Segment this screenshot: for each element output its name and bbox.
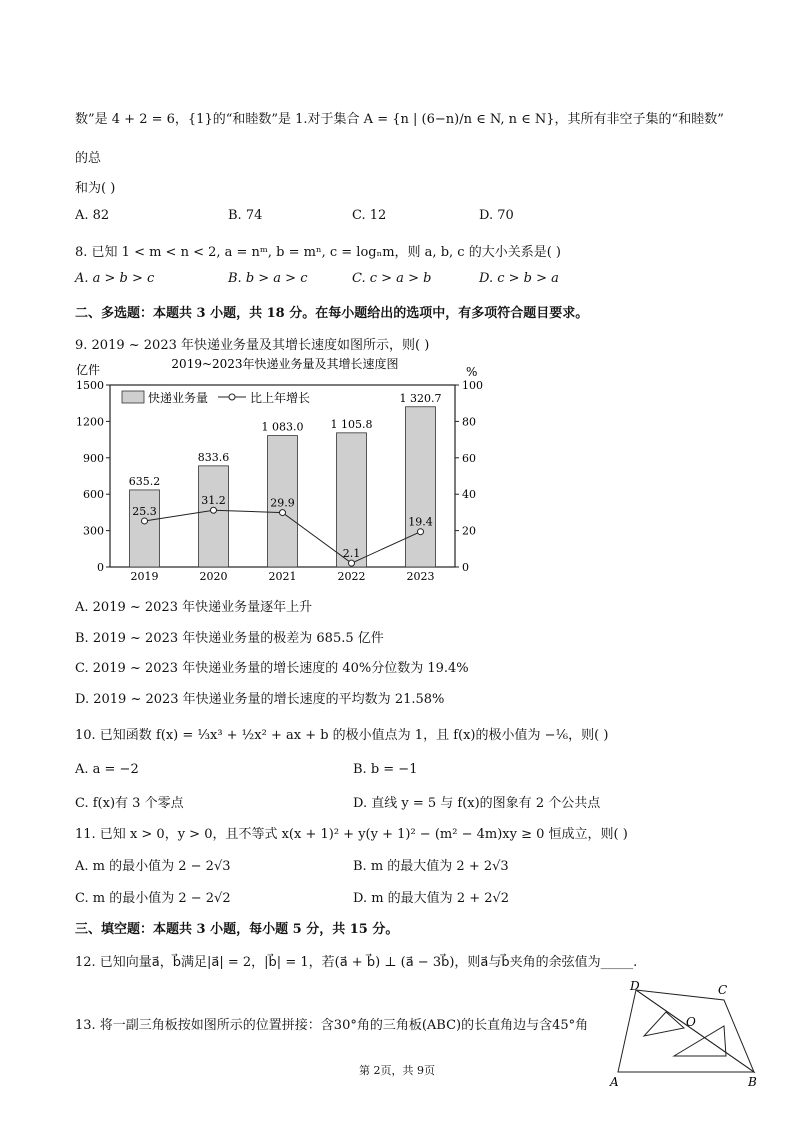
label-o: O: [686, 1015, 696, 1029]
y-tick-label: 1200: [76, 415, 104, 429]
q7-stem-line2: 的总: [75, 151, 102, 166]
q10-option-a: A. a = −2: [75, 762, 139, 777]
q10-stem: 10. 已知函数 f(x) = ⅓x³ + ½x² + ax + b 的极小值点为 1，且 f(x)的极小值为 −⅙，则( ): [75, 728, 609, 743]
bar-value-label: 833.6: [197, 450, 230, 464]
bar-value-label: 1 083.0: [261, 420, 304, 434]
q7-option-d: D. 70: [479, 208, 514, 223]
growth-value-label: 29.9: [270, 496, 295, 510]
legend-bar-label: 快递业务量: [148, 391, 209, 405]
section-heading-multi: 二、多选题：本题共 3 小题，共 18 分。在每小题给出的选项中，有多项符合题目要求。: [75, 306, 589, 321]
q8-option-c: C. c > a > b: [352, 271, 432, 286]
label-b: B: [748, 1075, 757, 1089]
legend-line-marker: [229, 394, 235, 400]
q11-option-c: C. m 的最小值为 2 − 2√2: [75, 891, 231, 906]
y2-tick-label: 0: [462, 561, 469, 574]
q8-option-a: A. a > b > c: [75, 271, 155, 286]
chart-y2label: %: [466, 365, 478, 379]
q9-stem: 9. 2019 ~ 2023 年快递业务量及其增长速度如图所示，则( ): [75, 338, 430, 353]
y2-tick-label: 40: [462, 488, 476, 502]
q10-option-b: B. b = −1: [353, 762, 418, 777]
q11-option-b: B. m 的最大值为 2 + 2√3: [353, 859, 509, 874]
legend-line-label: 比上年增长: [250, 391, 311, 405]
y-tick-label: 900: [83, 451, 104, 465]
growth-point: [211, 507, 217, 513]
bar-value-label: 635.2: [128, 474, 161, 488]
express-chart: [70, 352, 500, 584]
chart-title: 2019~2023年快递业务量及其增长速度图: [171, 357, 399, 371]
label-a: A: [610, 1075, 619, 1089]
q10-option-c: C. f(x)有 3 个零点: [75, 796, 184, 811]
x-tick-label: 2019: [130, 570, 159, 583]
growth-value-label: 31.2: [201, 494, 226, 508]
q11-stem: 11. 已知 x > 0，y > 0，且不等式 x(x + 1)² + y(y + 1)² − (m² − 4m)xy ≥ 0 恒成立，则( ): [75, 827, 628, 842]
inner-triangle-2: [674, 1026, 726, 1056]
q7-stem-line1: 数”是 4 + 2 = 6，{1}的“和睦数”是 1.对于集合 A = {n | (6−n)/n ∈ N, n ∈ N}，其所有非空子集的“和睦数”: [75, 112, 724, 127]
y2-tick-label: 80: [462, 415, 476, 429]
growth-point: [142, 518, 148, 524]
triangle-bcd: [636, 990, 754, 1072]
y2-tick-label: 100: [462, 379, 483, 392]
chart-legend: [122, 390, 310, 405]
growth-value-label: 2.1: [342, 547, 361, 561]
label-c: C: [718, 983, 728, 997]
y2-tick-label: 20: [462, 524, 476, 538]
q11-option-a: A. m 的最小值为 2 − 2√3: [75, 859, 231, 874]
bar-value-label: 1 320.7: [399, 391, 442, 405]
y2-tick-label: 60: [462, 451, 476, 465]
bar: [130, 490, 160, 567]
y-tick-label: 0: [97, 561, 104, 574]
growth-point: [349, 560, 355, 566]
growth-value-label: 19.4: [408, 515, 433, 529]
bar: [199, 466, 229, 567]
q9-option-a: A. 2019 ~ 2023 年快递业务量逐年上升: [75, 600, 313, 615]
inner-triangle-1: [644, 1012, 684, 1036]
bar: [406, 407, 436, 567]
section-heading-fill: 三、填空题：本题共 3 小题，每小题 5 分，共 15 分。: [75, 922, 399, 937]
legend-bar-swatch: [122, 391, 144, 403]
q9-option-b: B. 2019 ~ 2023 年快递业务量的极差为 685.5 亿件: [75, 631, 384, 646]
y-tick-label: 1500: [76, 379, 104, 392]
q7-option-b: B. 74: [228, 208, 263, 223]
q8-stem: 8. 已知 1 < m < n < 2, a = nᵐ, b = mⁿ, c = logₙm，则 a, b, c 的大小关系是( ): [75, 245, 561, 260]
bar-value-label: 1 105.8: [330, 417, 373, 431]
q12-stem: 12. 已知向量a⃗，b⃗满足|a⃗| = 2，|b⃗| = 1，若(a⃗ + b⃗) ⊥ (a⃗ − 3b⃗)，则a⃗与b⃗夹角的余弦值为_____.: [75, 955, 638, 970]
q10-option-d: D. 直线 y = 5 与 f(x)的图象有 2 个公共点: [353, 796, 601, 811]
q8-option-d: D. c > b > a: [479, 271, 559, 286]
q9-option-c: C. 2019 ~ 2023 年快递业务量的增长速度的 40%分位数为 19.4%: [75, 661, 469, 676]
q11-option-d: D. m 的最大值为 2 + 2√2: [353, 891, 510, 906]
growth-value-label: 25.3: [132, 504, 157, 518]
x-tick-label: 2021: [268, 570, 297, 583]
q9-option-d: D. 2019 ~ 2023 年快递业务量的增长速度的平均数为 21.58%: [75, 692, 445, 707]
chart-ylabel: 亿件: [76, 363, 101, 377]
x-tick-label: 2023: [406, 570, 435, 583]
growth-point: [280, 510, 286, 516]
q8-option-b: B. b > a > c: [228, 271, 308, 286]
page-footer: 第 2页，共 9页: [359, 1064, 435, 1077]
q7-stem-line3: 和为( ): [75, 181, 116, 196]
y-tick-label: 300: [83, 524, 104, 538]
q7-option-c: C. 12: [352, 208, 387, 223]
y-tick-label: 600: [83, 488, 104, 502]
growth-point: [418, 529, 424, 535]
label-d: D: [630, 979, 640, 993]
x-tick-label: 2022: [337, 570, 366, 583]
x-tick-label: 2020: [199, 570, 228, 583]
q13-stem: 13. 将一副三角板按如图所示的位置拼接：含30°角的三角板(ABC)的长直角边与含45°角: [75, 1018, 589, 1033]
triangle-abd: [618, 990, 754, 1072]
q7-option-a: A. 82: [75, 208, 110, 223]
